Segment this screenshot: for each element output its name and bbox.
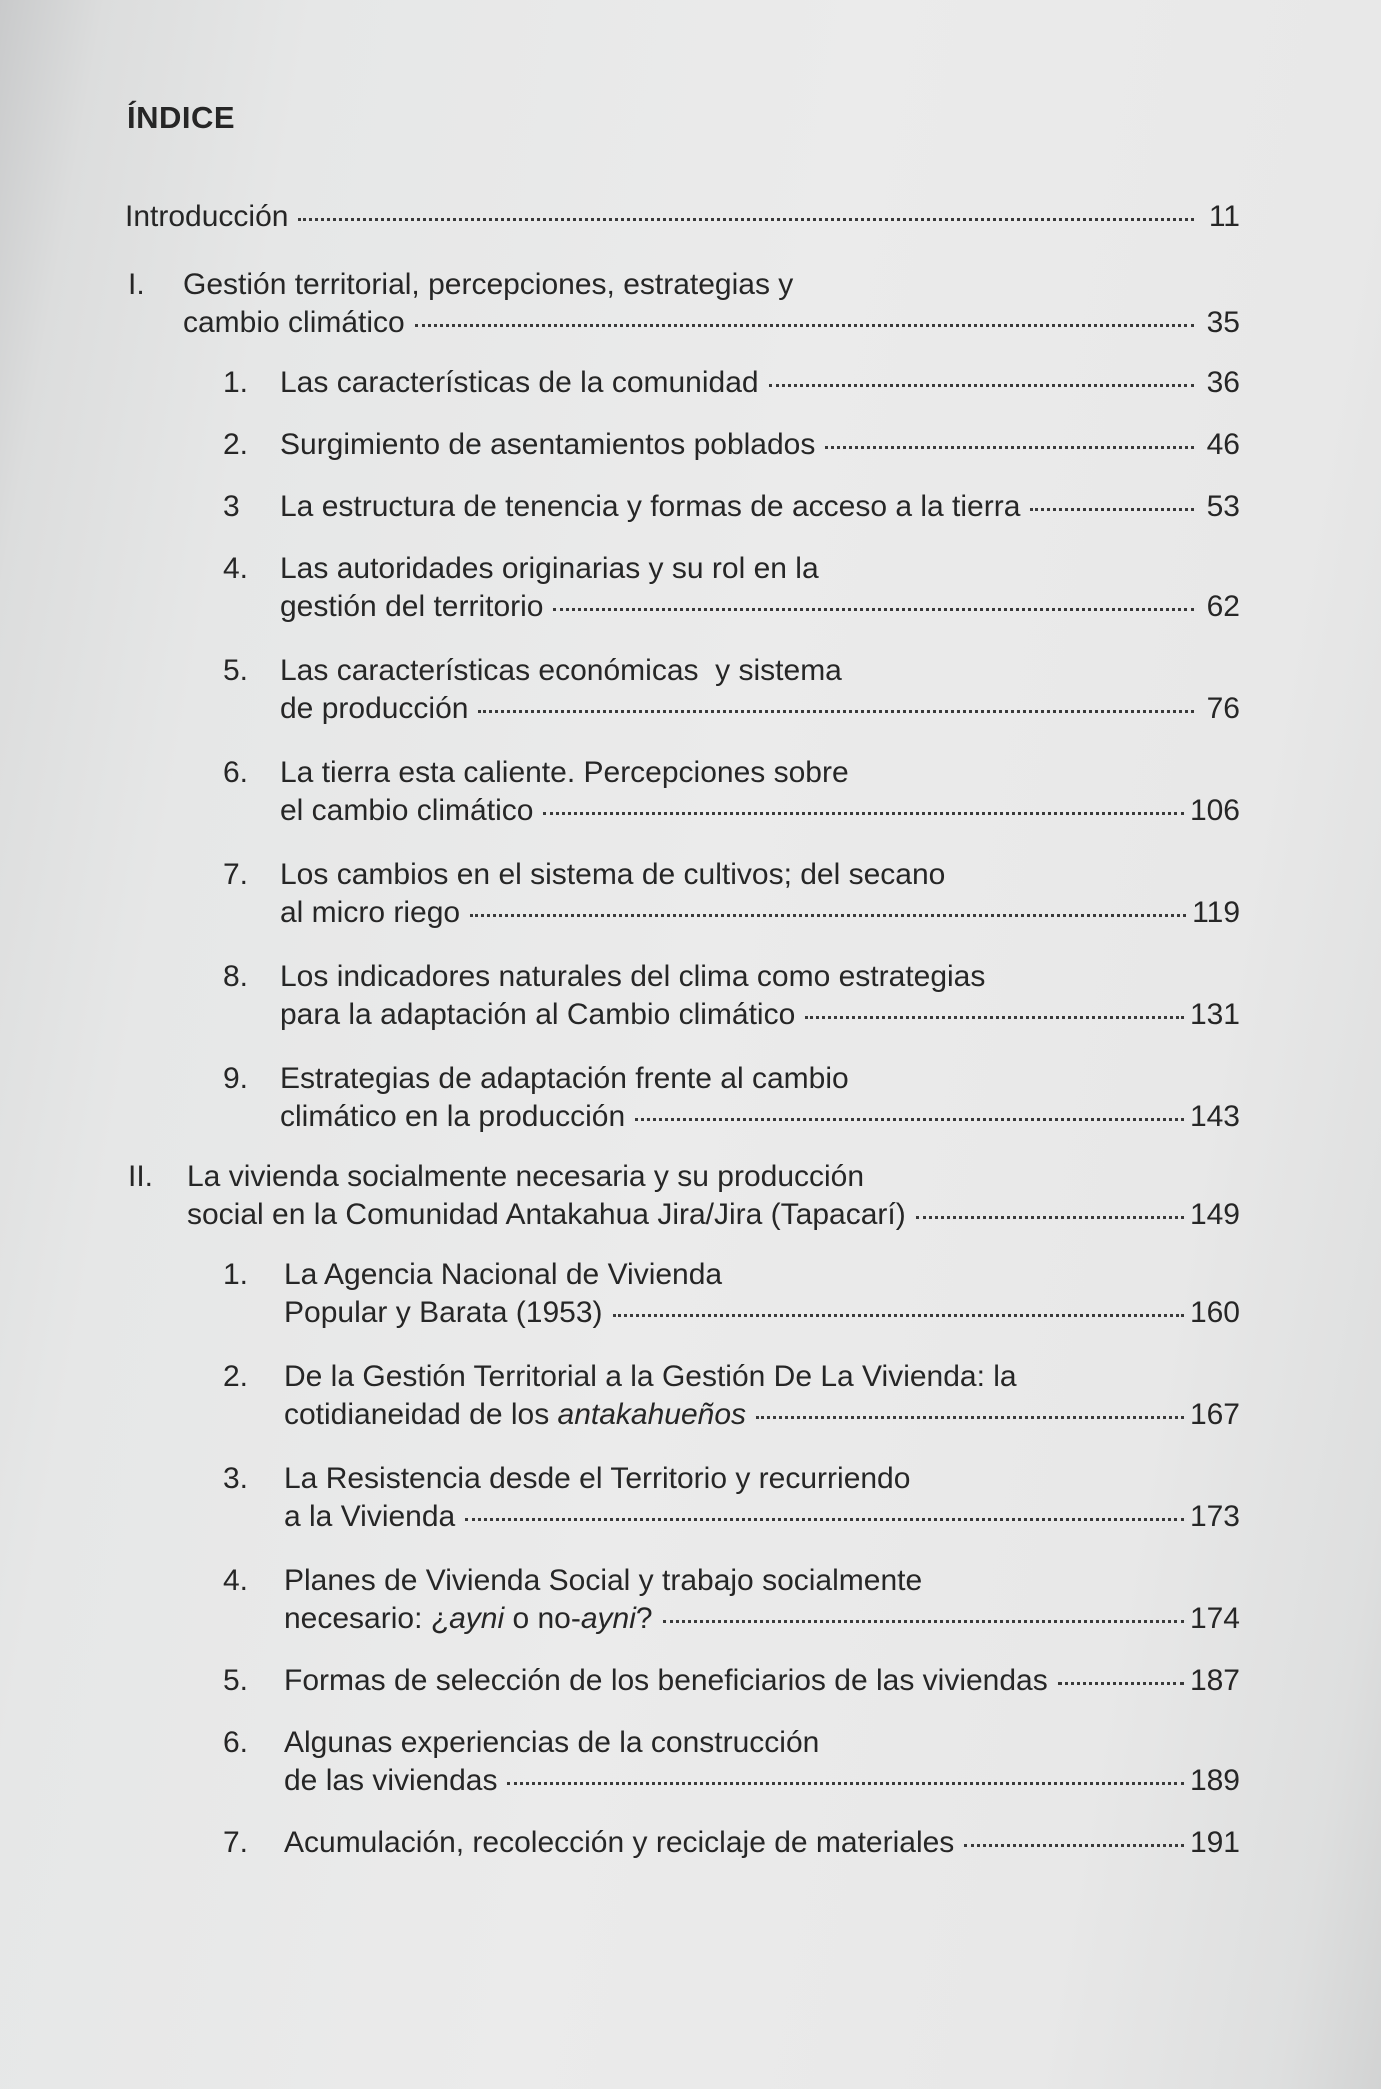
toc-page-number: 11 [1208, 200, 1240, 233]
dot-leader [635, 1118, 1184, 1121]
toc-item-1-6 [125, 754, 1240, 830]
toc-entry-text-line1: La vivienda socialmente necesaria y su producción [187, 1160, 865, 1193]
toc-entry-text: Surgimiento de asentamientos poblados [280, 428, 816, 461]
toc-entry-introduccion [125, 198, 1240, 236]
dot-leader [507, 1782, 1183, 1785]
toc-entry-text-line2: el cambio climático [280, 794, 534, 827]
toc-entry-text-line2: para la adaptación al Cambio climático [280, 998, 796, 1031]
dot-leader [805, 1016, 1184, 1019]
toc-entry-text-line2: necesario: ¿ayni o no-ayni? [284, 1602, 653, 1635]
toc-page-number: 167 [1189, 1398, 1240, 1431]
toc-page-number: 174 [1189, 1602, 1240, 1635]
dot-leader [916, 1216, 1184, 1219]
toc-entry-text-line2: a la Vivienda [284, 1500, 456, 1533]
toc-page-number: 46 [1206, 428, 1240, 461]
toc-page-number: 149 [1189, 1198, 1240, 1231]
toc-item-number: 1. [223, 1258, 249, 1291]
toc-entry-text-line2: social en la Comunidad Antakahua Jira/Jira (Tapacarí) [187, 1198, 906, 1231]
toc-item-1-2 [125, 426, 1240, 464]
toc-item-2-5 [125, 1662, 1240, 1700]
toc-item-number: 8. [223, 960, 249, 993]
toc-item-number: 1. [223, 366, 249, 399]
toc-item-number: 7. [223, 858, 249, 891]
toc-entry-text-line2: al micro riego [280, 896, 461, 929]
toc-chapter-1 [125, 266, 1240, 342]
page-title: ÍNDICE [127, 100, 236, 135]
toc-item-number: 2. [223, 428, 249, 461]
toc-item-2-1 [125, 1256, 1240, 1332]
toc-item-1-8 [125, 958, 1240, 1034]
toc-entry-text-line2: Popular y Barata (1953) [284, 1296, 603, 1329]
toc-entry-text-line1: Los cambios en el sistema de cultivos; del secano [280, 858, 946, 891]
toc-item-2-4 [125, 1562, 1240, 1638]
toc-page-number: 36 [1206, 366, 1240, 399]
dot-leader [769, 384, 1194, 387]
toc-entry-text: Las características de la comunidad [280, 366, 759, 399]
toc-item-1-4 [125, 550, 1240, 626]
toc-page-number: 187 [1189, 1664, 1240, 1697]
dot-leader [613, 1314, 1184, 1317]
dot-leader [553, 608, 1194, 611]
toc-item-number: 3. [223, 1462, 249, 1495]
toc-entry-text: Acumulación, recolección y reciclaje de materiales [284, 1826, 955, 1859]
toc-page-number: 131 [1189, 998, 1240, 1031]
toc-item-1-5 [125, 652, 1240, 728]
toc-entry-text-line2: de producción [280, 692, 469, 725]
toc-list [125, 198, 1240, 1862]
toc-item-number: 7. [223, 1826, 249, 1859]
toc-page-number: 119 [1192, 896, 1240, 929]
toc-chapter-2 [125, 1158, 1240, 1234]
toc-entry-text-line1: Las características económicas y sistema [280, 654, 842, 687]
toc-item-number: 6. [223, 756, 249, 789]
toc-entry-text-line1: La Resistencia desde el Territorio y recurriendo [284, 1462, 911, 1495]
toc-item-number: 4. [223, 552, 249, 585]
toc-item-2-2 [125, 1358, 1240, 1434]
dot-leader [756, 1416, 1184, 1419]
toc-page-number: 143 [1189, 1100, 1240, 1133]
toc-entry-text-line1: Estrategias de adaptación frente al cambio [280, 1062, 849, 1095]
dot-leader [663, 1620, 1184, 1623]
toc-item-1-7 [125, 856, 1240, 932]
dot-leader [470, 914, 1186, 917]
toc-item-2-3 [125, 1460, 1240, 1536]
dot-leader [465, 1518, 1184, 1521]
toc-entry-text-line1: Las autoridades originarias y su rol en la [280, 552, 819, 585]
toc-item-number: 3 [223, 490, 240, 523]
toc-entry-text-line2: cotidianeidad de los antakahueños [284, 1398, 747, 1431]
toc-entry-text-line2: de las viviendas [284, 1764, 498, 1797]
toc-page-number: 76 [1206, 692, 1240, 725]
toc-page-number: 62 [1206, 590, 1240, 623]
dot-leader [298, 218, 1194, 221]
dot-leader [825, 446, 1194, 449]
toc-page-number: 191 [1189, 1826, 1240, 1859]
toc-chapter-number: I. [128, 268, 145, 301]
toc-page-number: 53 [1206, 490, 1240, 523]
toc-page-number: 35 [1206, 306, 1240, 339]
toc-entry-text-line1: Planes de Vivienda Social y trabajo socialmente [284, 1564, 923, 1597]
dot-leader [1030, 508, 1194, 511]
toc-item-number: 4. [223, 1564, 249, 1597]
dot-leader [964, 1844, 1184, 1847]
toc-entry-text-line1: La Agencia Nacional de Vivienda [284, 1258, 723, 1291]
toc-item-1-3 [125, 488, 1240, 526]
toc-entry-text-line2: gestión del territorio [280, 590, 544, 623]
toc-entry-text-line1: Gestión territorial, percepciones, estrategias y [183, 268, 794, 301]
toc-item-number: 5. [223, 1664, 249, 1697]
toc-page-number: 173 [1189, 1500, 1240, 1533]
dot-leader [543, 812, 1184, 815]
toc-item-number: 5. [223, 654, 249, 687]
dot-leader [415, 324, 1194, 327]
toc-entry-text: Introducción [125, 200, 289, 233]
toc-page-number: 106 [1189, 794, 1240, 827]
toc-page-number: 189 [1189, 1764, 1240, 1797]
toc-item-1-9 [125, 1060, 1240, 1136]
toc-chapter-number: II. [128, 1160, 154, 1193]
dot-leader [478, 710, 1194, 713]
toc-item-2-7 [125, 1824, 1240, 1862]
toc-entry-text-line1: Algunas experiencias de la construcción [284, 1726, 820, 1759]
toc-entry-text-line2: cambio climático [183, 306, 405, 339]
toc-entry-text: La estructura de tenencia y formas de acceso a la tierra [280, 490, 1021, 523]
table-of-contents [125, 100, 1240, 1862]
dot-leader [1058, 1682, 1184, 1685]
toc-entry-text-line1: Los indicadores naturales del clima como estrategias [280, 960, 986, 993]
toc-entry-text: Formas de selección de los beneficiarios de las viviendas [284, 1664, 1048, 1697]
toc-item-number: 2. [223, 1360, 249, 1393]
toc-page-number: 160 [1189, 1296, 1240, 1329]
toc-item-1-1 [125, 364, 1240, 402]
toc-item-2-6 [125, 1724, 1240, 1800]
toc-entry-text-line1: La tierra esta caliente. Percepciones sobre [280, 756, 849, 789]
toc-entry-text-line2: climático en la producción [280, 1100, 626, 1133]
toc-entry-text-line1: De la Gestión Territorial a la Gestión De La Vivienda: la [284, 1360, 1017, 1393]
toc-item-number: 6. [223, 1726, 249, 1759]
toc-item-number: 9. [223, 1062, 249, 1095]
